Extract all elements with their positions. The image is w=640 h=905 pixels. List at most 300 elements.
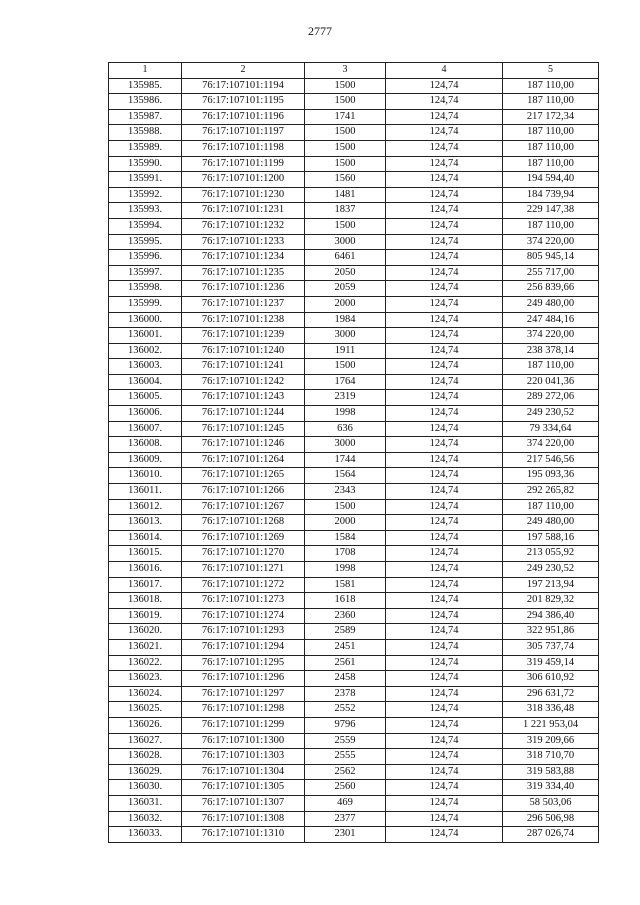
area-cell: 1764 [305,374,386,390]
table-row [109,733,599,749]
area-cell: 3000 [305,328,386,344]
cadastral-number-cell: 76:17:107101:1300 [182,733,305,749]
cadastral-number-cell: 76:17:107101:1200 [182,172,305,188]
rate-cell: 124,74 [386,671,503,687]
row-number-cell: 135999. [109,296,182,312]
area-cell: 1500 [305,78,386,94]
amount-cell: 287 026,74 [503,827,599,843]
cadastral-number-cell: 76:17:107101:1296 [182,671,305,687]
table-row [109,312,599,328]
table-row [109,530,599,546]
amount-cell: 256 839,66 [503,281,599,297]
area-cell: 469 [305,795,386,811]
amount-cell: 319 209,66 [503,733,599,749]
area-cell: 1998 [305,406,386,422]
row-number-cell: 136024. [109,686,182,702]
cadastral-number-cell: 76:17:107101:1298 [182,702,305,718]
rate-cell: 124,74 [386,172,503,188]
amount-cell: 58 503,06 [503,795,599,811]
amount-cell: 247 484,16 [503,312,599,328]
row-number-cell: 135994. [109,218,182,234]
rate-cell: 124,74 [386,499,503,515]
cadastral-number-cell: 76:17:107101:1304 [182,764,305,780]
amount-cell: 217 172,34 [503,109,599,125]
row-number-cell: 136015. [109,546,182,562]
amount-cell: 289 272,06 [503,390,599,406]
row-number-cell: 136019. [109,608,182,624]
table-row [109,484,599,500]
table-row [109,593,599,609]
table-row [109,546,599,562]
rate-cell: 124,74 [386,109,503,125]
row-number-cell: 136000. [109,312,182,328]
table-row [109,421,599,437]
table-row [109,655,599,671]
table-row [109,437,599,453]
cadastral-number-cell: 76:17:107101:1274 [182,608,305,624]
area-cell: 2552 [305,702,386,718]
cadastral-number-cell: 76:17:107101:1242 [182,374,305,390]
row-number-cell: 135990. [109,156,182,172]
area-cell: 1500 [305,94,386,110]
area-cell: 1911 [305,343,386,359]
cadastral-number-cell: 76:17:107101:1272 [182,577,305,593]
rate-cell: 124,74 [386,827,503,843]
amount-cell: 294 386,40 [503,608,599,624]
rate-cell: 124,74 [386,296,503,312]
table-row [109,686,599,702]
table-row [109,406,599,422]
amount-cell: 197 588,16 [503,530,599,546]
rate-cell: 124,74 [386,281,503,297]
table-row [109,624,599,640]
row-number-cell: 135987. [109,109,182,125]
area-cell: 636 [305,421,386,437]
cadastral-number-cell: 76:17:107101:1241 [182,359,305,375]
cadastral-number-cell: 76:17:107101:1267 [182,499,305,515]
amount-cell: 249 480,00 [503,296,599,312]
row-number-cell: 135988. [109,125,182,141]
row-number-cell: 135995. [109,234,182,250]
cadastral-number-cell: 76:17:107101:1243 [182,390,305,406]
cadastral-number-cell: 76:17:107101:1198 [182,140,305,156]
area-cell: 9796 [305,717,386,733]
area-cell: 2561 [305,655,386,671]
amount-cell: 296 631,72 [503,686,599,702]
table-row [109,187,599,203]
rate-cell: 124,74 [386,686,503,702]
amount-cell: 805 945,14 [503,250,599,266]
rate-cell: 124,74 [386,187,503,203]
row-number-cell: 136013. [109,515,182,531]
cadastral-number-cell: 76:17:107101:1240 [182,343,305,359]
area-cell: 2589 [305,624,386,640]
area-cell: 1584 [305,530,386,546]
cadastral-number-cell: 76:17:107101:1199 [182,156,305,172]
area-cell: 1500 [305,156,386,172]
area-cell: 1481 [305,187,386,203]
amount-cell: 296 506,98 [503,811,599,827]
cadastral-number-cell: 76:17:107101:1308 [182,811,305,827]
table-row [109,764,599,780]
table-row [109,265,599,281]
table-row [109,78,599,94]
table-row [109,234,599,250]
row-number-cell: 136020. [109,624,182,640]
rate-cell: 124,74 [386,795,503,811]
amount-cell: 187 110,00 [503,140,599,156]
amount-cell: 305 737,74 [503,639,599,655]
cadastral-number-cell: 76:17:107101:1299 [182,717,305,733]
column-header-3: 3 [305,63,386,79]
cadastral-number-cell: 76:17:107101:1303 [182,749,305,765]
amount-cell: 201 829,32 [503,593,599,609]
area-cell: 1998 [305,562,386,578]
amount-cell: 197 213,94 [503,577,599,593]
rate-cell: 124,74 [386,717,503,733]
column-header-2: 2 [182,63,305,79]
amount-cell: 187 110,00 [503,156,599,172]
table-row [109,156,599,172]
cadastral-number-cell: 76:17:107101:1244 [182,406,305,422]
cadastral-number-cell: 76:17:107101:1295 [182,655,305,671]
table-row [109,468,599,484]
cadastral-number-cell: 76:17:107101:1269 [182,530,305,546]
rate-cell: 124,74 [386,484,503,500]
table-row [109,328,599,344]
cadastral-number-cell: 76:17:107101:1230 [182,187,305,203]
cadastral-number-cell: 76:17:107101:1271 [182,562,305,578]
amount-cell: 229 147,38 [503,203,599,219]
rate-cell: 124,74 [386,437,503,453]
amount-cell: 184 739,94 [503,187,599,203]
rate-cell: 124,74 [386,468,503,484]
cadastral-number-cell: 76:17:107101:1246 [182,437,305,453]
amount-cell: 249 230,52 [503,562,599,578]
row-number-cell: 136026. [109,717,182,733]
amount-cell: 187 110,00 [503,359,599,375]
area-cell: 2000 [305,296,386,312]
amount-cell: 238 378,14 [503,343,599,359]
rate-cell: 124,74 [386,530,503,546]
amount-cell: 319 334,40 [503,780,599,796]
row-number-cell: 136025. [109,702,182,718]
amount-cell: 322 951,86 [503,624,599,640]
rate-cell: 124,74 [386,78,503,94]
row-number-cell: 136006. [109,406,182,422]
rate-cell: 124,74 [386,764,503,780]
registry-table [108,62,599,843]
area-cell: 2562 [305,764,386,780]
cadastral-number-cell: 76:17:107101:1264 [182,452,305,468]
rate-cell: 124,74 [386,577,503,593]
rate-cell: 124,74 [386,140,503,156]
rate-cell: 124,74 [386,234,503,250]
cadastral-number-cell: 76:17:107101:1239 [182,328,305,344]
amount-cell: 217 546,56 [503,452,599,468]
row-number-cell: 136003. [109,359,182,375]
area-cell: 2458 [305,671,386,687]
rate-cell: 124,74 [386,811,503,827]
area-cell: 2301 [305,827,386,843]
row-number-cell: 136031. [109,795,182,811]
amount-cell: 220 041,36 [503,374,599,390]
amount-cell: 187 110,00 [503,125,599,141]
amount-cell: 374 220,00 [503,234,599,250]
table-row [109,577,599,593]
rate-cell: 124,74 [386,359,503,375]
table-row [109,296,599,312]
amount-cell: 195 093,36 [503,468,599,484]
area-cell: 1500 [305,218,386,234]
cadastral-number-cell: 76:17:107101:1194 [182,78,305,94]
table-row [109,343,599,359]
cadastral-number-cell: 76:17:107101:1293 [182,624,305,640]
column-header-5: 5 [503,63,599,79]
table-row [109,717,599,733]
row-number-cell: 135992. [109,187,182,203]
rate-cell: 124,74 [386,421,503,437]
table-row [109,452,599,468]
area-cell: 2360 [305,608,386,624]
row-number-cell: 136029. [109,764,182,780]
rate-cell: 124,74 [386,218,503,234]
rate-cell: 124,74 [386,328,503,344]
rate-cell: 124,74 [386,452,503,468]
row-number-cell: 136033. [109,827,182,843]
cadastral-number-cell: 76:17:107101:1195 [182,94,305,110]
rate-cell: 124,74 [386,515,503,531]
table-row [109,250,599,266]
rate-cell: 124,74 [386,749,503,765]
area-cell: 2560 [305,780,386,796]
rate-cell: 124,74 [386,125,503,141]
cadastral-number-cell: 76:17:107101:1273 [182,593,305,609]
area-cell: 2377 [305,811,386,827]
row-number-cell: 136005. [109,390,182,406]
cadastral-number-cell: 76:17:107101:1233 [182,234,305,250]
table-row [109,780,599,796]
row-number-cell: 136007. [109,421,182,437]
cadastral-number-cell: 76:17:107101:1196 [182,109,305,125]
cadastral-number-cell: 76:17:107101:1236 [182,281,305,297]
row-number-cell: 136027. [109,733,182,749]
rate-cell: 124,74 [386,94,503,110]
area-cell: 1560 [305,172,386,188]
amount-cell: 255 717,00 [503,265,599,281]
table-row [109,94,599,110]
amount-cell: 319 459,14 [503,655,599,671]
table-row [109,374,599,390]
rate-cell: 124,74 [386,156,503,172]
row-number-cell: 136012. [109,499,182,515]
row-number-cell: 136030. [109,780,182,796]
amount-cell: 79 334,64 [503,421,599,437]
cadastral-number-cell: 76:17:107101:1237 [182,296,305,312]
area-cell: 1618 [305,593,386,609]
cadastral-number-cell: 76:17:107101:1294 [182,639,305,655]
amount-cell: 187 110,00 [503,78,599,94]
table-row [109,671,599,687]
area-cell: 1564 [305,468,386,484]
page-number: 2777 [308,24,332,38]
row-number-cell: 135998. [109,281,182,297]
rate-cell: 124,74 [386,562,503,578]
row-number-cell: 136018. [109,593,182,609]
table-row [109,390,599,406]
table-row [109,562,599,578]
cadastral-number-cell: 76:17:107101:1310 [182,827,305,843]
row-number-cell: 136023. [109,671,182,687]
cadastral-number-cell: 76:17:107101:1231 [182,203,305,219]
amount-cell: 249 480,00 [503,515,599,531]
area-cell: 2378 [305,686,386,702]
row-number-cell: 136014. [109,530,182,546]
rate-cell: 124,74 [386,655,503,671]
rate-cell: 124,74 [386,639,503,655]
row-number-cell: 136028. [109,749,182,765]
table-row [109,109,599,125]
area-cell: 1581 [305,577,386,593]
row-number-cell: 135989. [109,140,182,156]
amount-cell: 187 110,00 [503,499,599,515]
rate-cell: 124,74 [386,406,503,422]
area-cell: 1708 [305,546,386,562]
area-cell: 1744 [305,452,386,468]
amount-cell: 374 220,00 [503,437,599,453]
row-number-cell: 135986. [109,94,182,110]
cadastral-number-cell: 76:17:107101:1245 [182,421,305,437]
row-number-cell: 136017. [109,577,182,593]
table-row [109,140,599,156]
table-row [109,639,599,655]
cadastral-number-cell: 76:17:107101:1197 [182,125,305,141]
table-row [109,203,599,219]
table-row [109,795,599,811]
amount-cell: 213 055,92 [503,546,599,562]
area-cell: 2555 [305,749,386,765]
row-number-cell: 136022. [109,655,182,671]
amount-cell: 306 610,92 [503,671,599,687]
row-number-cell: 136002. [109,343,182,359]
row-number-cell: 135993. [109,203,182,219]
area-cell: 2559 [305,733,386,749]
rate-cell: 124,74 [386,546,503,562]
area-cell: 1500 [305,499,386,515]
row-number-cell: 136011. [109,484,182,500]
area-cell: 3000 [305,437,386,453]
rate-cell: 124,74 [386,312,503,328]
amount-cell: 187 110,00 [503,218,599,234]
amount-cell: 187 110,00 [503,94,599,110]
rate-cell: 124,74 [386,608,503,624]
amount-cell: 194 594,40 [503,172,599,188]
amount-cell: 292 265,82 [503,484,599,500]
cadastral-number-cell: 76:17:107101:1307 [182,795,305,811]
area-cell: 1500 [305,140,386,156]
amount-cell: 319 583,88 [503,764,599,780]
rate-cell: 124,74 [386,265,503,281]
rate-cell: 124,74 [386,343,503,359]
table-row [109,359,599,375]
table-row [109,749,599,765]
column-header-1: 1 [109,63,182,79]
amount-cell: 249 230,52 [503,406,599,422]
row-number-cell: 135997. [109,265,182,281]
area-cell: 2000 [305,515,386,531]
rate-cell: 124,74 [386,624,503,640]
table-row [109,515,599,531]
table-row [109,702,599,718]
area-cell: 1837 [305,203,386,219]
row-number-cell: 135996. [109,250,182,266]
cadastral-number-cell: 76:17:107101:1270 [182,546,305,562]
area-cell: 2050 [305,265,386,281]
amount-cell: 1 221 953,04 [503,717,599,733]
cadastral-number-cell: 76:17:107101:1297 [182,686,305,702]
area-cell: 2343 [305,484,386,500]
cadastral-number-cell: 76:17:107101:1265 [182,468,305,484]
area-cell: 2319 [305,390,386,406]
row-number-cell: 135991. [109,172,182,188]
column-header-4: 4 [386,63,503,79]
row-number-cell: 136001. [109,328,182,344]
cadastral-number-cell: 76:17:107101:1305 [182,780,305,796]
area-cell: 1500 [305,125,386,141]
table-body [109,78,599,842]
row-number-cell: 136032. [109,811,182,827]
rate-cell: 124,74 [386,374,503,390]
area-cell: 3000 [305,234,386,250]
cadastral-number-cell: 76:17:107101:1234 [182,250,305,266]
amount-cell: 318 710,70 [503,749,599,765]
row-number-cell: 136021. [109,639,182,655]
area-cell: 2451 [305,639,386,655]
table-row [109,499,599,515]
rate-cell: 124,74 [386,733,503,749]
rate-cell: 124,74 [386,593,503,609]
table-row [109,827,599,843]
area-cell: 1500 [305,359,386,375]
row-number-cell: 136016. [109,562,182,578]
table-row [109,281,599,297]
area-cell: 1741 [305,109,386,125]
rate-cell: 124,74 [386,203,503,219]
table-row [109,125,599,141]
row-number-cell: 135985. [109,78,182,94]
row-number-cell: 136004. [109,374,182,390]
table-row [109,608,599,624]
cadastral-number-cell: 76:17:107101:1238 [182,312,305,328]
area-cell: 6461 [305,250,386,266]
row-number-cell: 136008. [109,437,182,453]
row-number-cell: 136010. [109,468,182,484]
cadastral-number-cell: 76:17:107101:1268 [182,515,305,531]
table-row [109,218,599,234]
rate-cell: 124,74 [386,390,503,406]
rate-cell: 124,74 [386,780,503,796]
table-row [109,172,599,188]
cadastral-number-cell: 76:17:107101:1266 [182,484,305,500]
area-cell: 2059 [305,281,386,297]
table-row [109,811,599,827]
rate-cell: 124,74 [386,250,503,266]
area-cell: 1984 [305,312,386,328]
amount-cell: 318 336,48 [503,702,599,718]
row-number-cell: 136009. [109,452,182,468]
table-header-row [109,63,599,79]
cadastral-number-cell: 76:17:107101:1232 [182,218,305,234]
